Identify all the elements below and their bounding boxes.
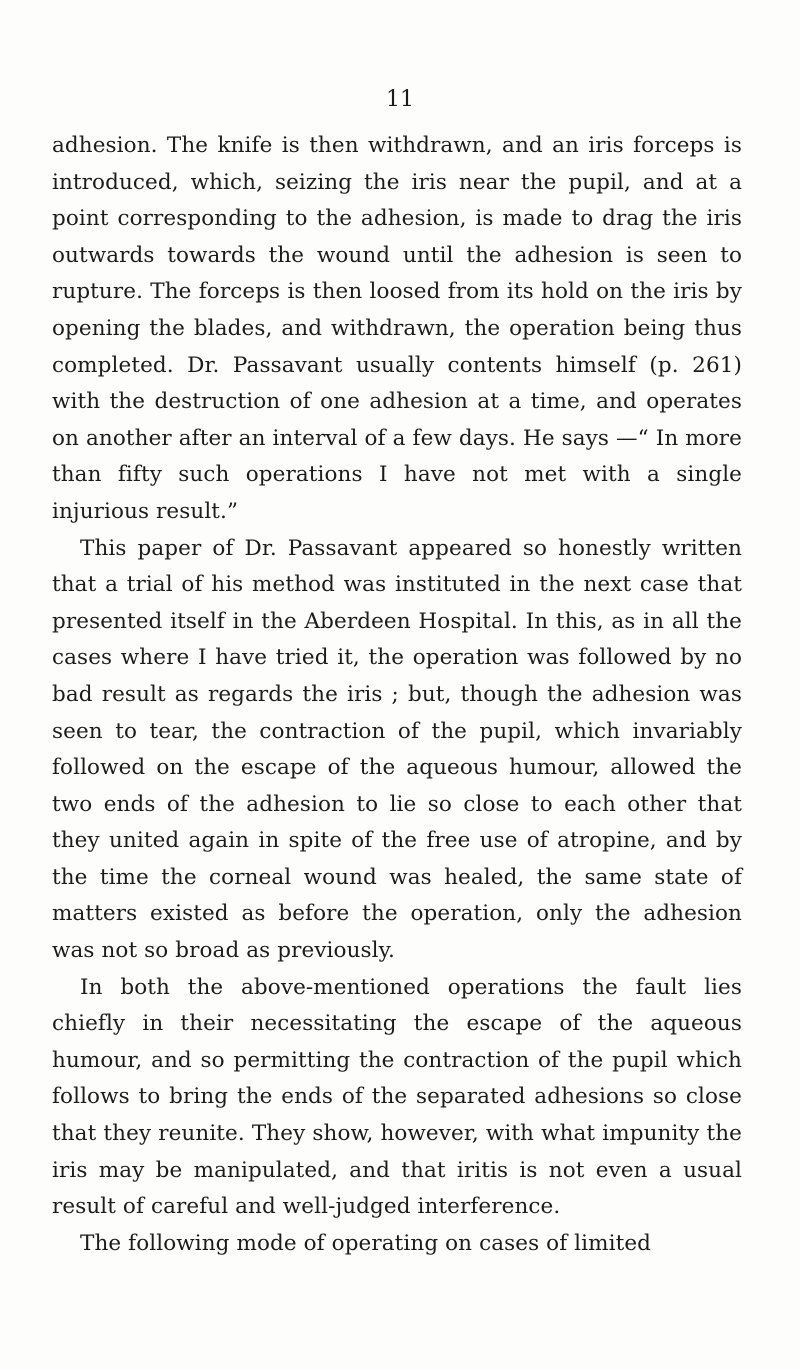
paragraph-2: This paper of Dr. Passavant appeared so honestly written that a trial of his method was instituted in the next case that presented itself in the Aberdeen Hospital. In this, as in all the cases where I have tried it, the operation was followed by no bad result as regards the iris ; but, though the adhesion was seen to tear, the contraction of the pupil, which invariably followed on the escape of the aqueous humour, allowed the two ends of the adhesion to lie so close to each other that they united again in spite of the free use of atropine, and by the time the corneal wound was healed, the same state of matters existed as before the operation, only the adhesion was not so broad as previously. [52, 535, 742, 964]
paragraph-1: adhesion. The knife is then withdrawn, and an iris forceps is introduced, which, seizing the iris near the pupil, and at a point corresponding to the adhesion, is made to drag the iris outwards towards the wound until the adhesion is seen to rupture. The forceps is then loosed from its hold on the iris by opening the blades, and withdrawn, the operation being thus completed. Dr. Passavant usually contents himself (p. 261) with the destruction of one adhesion at a time, and operates on another after an interval of a few days. He says —“ In more than fifty such operations I have not met with a single injurious result.” [52, 133, 742, 524]
paragraph-4: The following mode of operating on cases of limited [80, 1230, 652, 1256]
paragraph-3: In both the above-mentioned operations the fault lies chiefly in their necessitating the escape of the aqueous humour, and so permitting the contraction of the pupil which follows to bring the ends of the separated adhesions so close that they reunite. They show, however, with what impunity the iris may be manipulated, and that iritis is not even a usual result of careful and well-judged interference. [52, 974, 742, 1220]
page-number: 11 [386, 87, 414, 112]
body-text [52, 128, 742, 1262]
